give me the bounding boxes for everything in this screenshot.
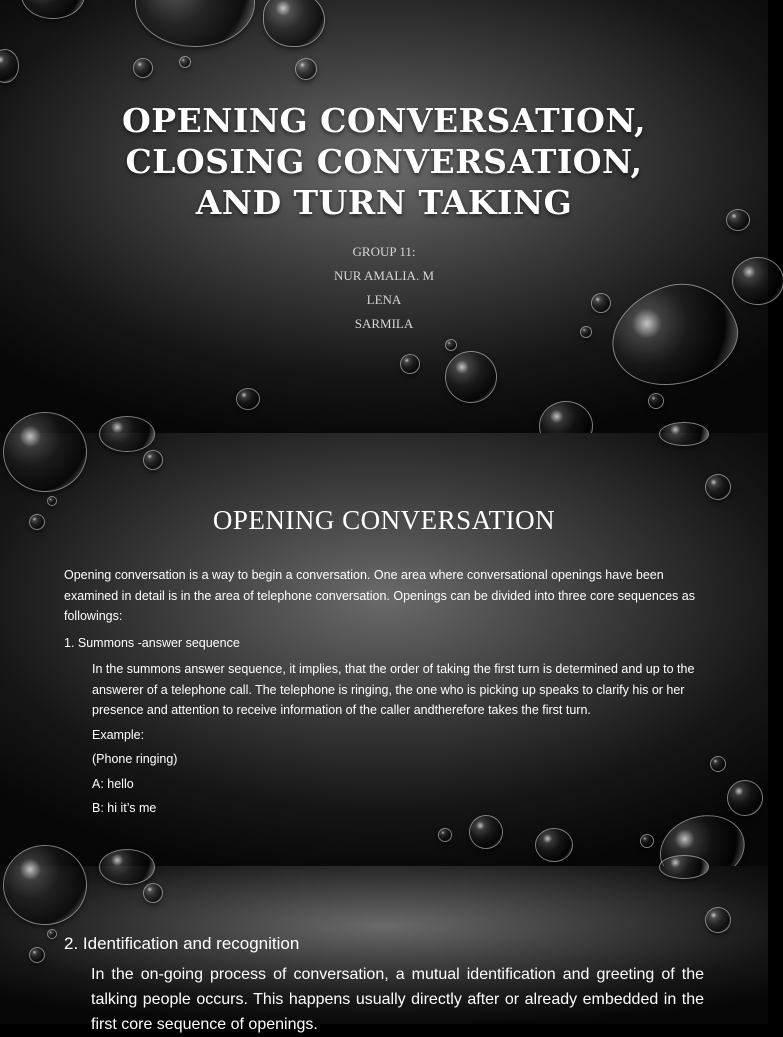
water-drop-decoration [30,948,44,962]
water-drop-decoration [100,417,154,451]
water-drop-decoration [4,846,86,924]
water-drop-decoration [100,850,154,884]
presentation-title [0,100,768,223]
title-slide [0,0,768,433]
water-drop-decoration [536,829,572,861]
water-drop-decoration [446,352,496,402]
water-drop-decoration [706,475,730,499]
water-drop-decoration [237,389,259,409]
point-heading: 2. Identification and recognition [64,934,300,953]
water-drop-decoration [48,930,56,938]
title-line: OPENING CONVERSATION, [122,101,646,140]
water-drop-decoration [439,829,451,841]
water-drop-decoration [706,908,730,932]
opening-conversation-slide [0,433,768,866]
slide-body [91,962,704,1037]
water-drop-decoration [296,59,316,79]
example-line: A: hello [92,776,134,791]
water-drop-decoration [264,0,324,46]
intro-paragraph: Opening conversation is a way to begin a conversation. One area where conversational openings have been examined in detail is in the area of telephone conversation. Openings can be divided into three core sequences as followings: [64,568,695,623]
point-paragraph: In the on-going process of conversation, a mutual identification and greeting of the talking people occurs. This happens usually directly after or already embedded in the first core sequence of openings. [91,966,704,1033]
water-drop-decoration [22,0,84,18]
member-name: LENA [366,292,402,307]
title-line: CLOSING CONVERSATION, [125,142,643,181]
water-drop-decoration [446,340,456,350]
water-drop-decoration [144,884,162,902]
water-drop-decoration [711,757,725,771]
example-line: B: hi it’s me [92,801,157,815]
point-details [64,659,708,819]
example-line: (Phone ringing) [92,752,178,766]
water-drop-decoration [144,451,162,469]
water-drop-decoration [4,413,86,491]
slide-body [64,565,708,823]
water-drop-decoration [180,57,190,67]
group-members [0,240,768,336]
water-drop-decoration [136,0,254,46]
title-line: AND TURN TAKING [195,183,573,222]
member-name: NUR AMALIA. M [333,268,435,283]
water-drop-decoration [660,856,708,878]
point-title: 1. Summons -answer sequence [64,635,240,650]
water-drop-decoration [401,355,419,373]
point-paragraph: In the summons answer sequence, it implies, that the order of taking the first turn is determined and up to the answerer of a telephone call. The telephone is ringing, the one who is picking up speaks to clarify his or her presence and attention to receive information of the caller andtherefore takes the first turn. [92,662,695,717]
water-drop-decoration [134,59,152,77]
example-label: Example: [92,727,145,742]
water-drop-decoration [649,394,663,408]
slide-heading: OPENING CONVERSATION [212,505,556,535]
water-drop-decoration [0,50,18,82]
group-label: GROUP 11: [352,244,416,259]
water-drop-decoration [728,781,762,815]
member-name: SARMILA [354,316,414,331]
water-drop-decoration [48,497,56,505]
water-drop-decoration [660,423,708,445]
water-drop-decoration [641,835,653,847]
identification-slide [0,866,768,1033]
